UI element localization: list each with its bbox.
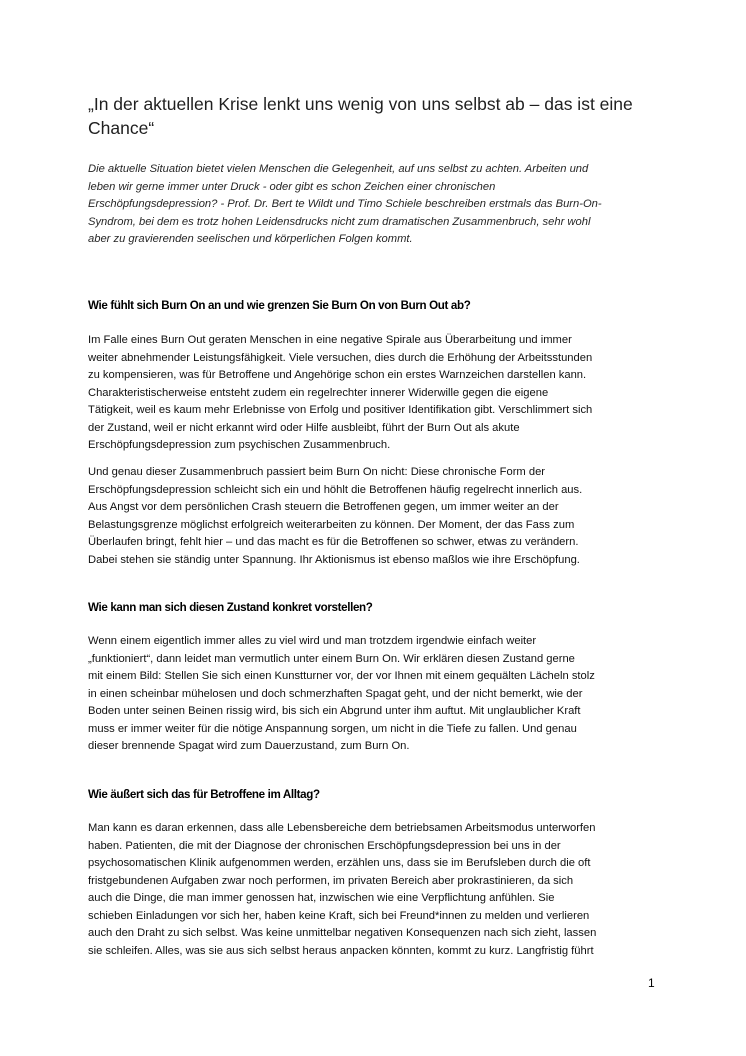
paragraph-line: in einen scheinbar mühelosen und doch schmerzhaften Spagat geht, und der nicht bemerkt, wie der <box>88 687 583 700</box>
body-paragraph <box>88 633 660 756</box>
paragraph-line: Tätigkeit, weil es kaum mehr Erlebnisse von Erfolg und positiver Identifikation gibt. Verschlimmert sich <box>88 404 593 416</box>
paragraph-line: weiter abnehmender Leistungsfähigkeit. Viele versuchen, dies durch die Erhöhung der Arbeitsstunden <box>88 351 593 364</box>
paragraph-line: Boden unter seinen Beinen rissig wird, bis sich ein Abgrund unter ihm auftut. Mit unglaublicher Kraft <box>88 705 581 717</box>
paragraph-line: Aus Angst vor dem persönlichen Crash steuern die Betroffenen gegen, um immer weiter an der <box>88 501 559 513</box>
paragraph-line: Charakteristischerweise entsteht zudem ein regelrechter innerer Widerwille gegen die eigene <box>88 386 549 399</box>
lead-line: leben wir gerne immer unter Druck - oder gibt es schon Zeichen einer chronischen <box>88 180 496 193</box>
lead-line: Erschöpfungsdepression? - Prof. Dr. Bert te Wildt und Timo Schiele beschreiben erstmals das Burn-On- <box>88 198 602 210</box>
paragraph-line: schieben Einladungen vor sich her, haben keine Kraft, sich bei Freund*innen zu melden und verlieren <box>88 909 590 922</box>
body-paragraph <box>88 464 660 569</box>
paragraph-line: dieser brennende Spagat wird zum Dauerzustand, zum Burn On. <box>88 740 410 752</box>
lead-line: Syndrom, bei dem es trotz hohen Leidensdrucks nicht zum dramatischen Zusammenbruch, sehr wohl <box>88 215 591 228</box>
paragraph-line: Überlaufen bringt, fehlt hier – und das macht es für die Betroffenen so schwer, etwas zu verändern. <box>88 536 579 548</box>
paragraph-line: Im Falle eines Burn Out geraten Menschen in eine negative Spirale aus Überarbeitung und immer <box>88 334 572 346</box>
paragraph-line: fristgebundenen Aufgaben zwar noch performen, im privaten Bereich aber prokrastinieren, da sich <box>88 874 574 887</box>
paragraph-line: haben. Patienten, die mit der Diagnose der chronischen Erschöpfungsdepression bei uns in der <box>88 839 561 852</box>
paragraph-line: der Zustand, weil er nicht erkannt wird oder Hilfe ausbleibt, führt der Burn Out als akute <box>88 421 520 434</box>
paragraph-line: Wenn einem eigentlich immer alles zu viel wird und man trotzdem irgendwie einfach weiter <box>88 635 537 647</box>
section-heading: Wie kann man sich diesen Zustand konkret vorstellen? <box>88 601 373 614</box>
title-line: Chance“ <box>88 118 155 138</box>
paragraph-line: sie schleifen. Alles, was sie aus sich selbst heraus anpacken könnten, kommt zu kurz. Langfristig führt <box>88 944 594 957</box>
title-line: „In der aktuellen Krise lenkt uns wenig von uns selbst ab – das ist eine <box>88 94 633 114</box>
section-heading: Wie fühlt sich Burn On an und wie grenzen Sie Burn On von Burn Out ab? <box>88 299 471 312</box>
paragraph-line: „funktioniert“, dann leidet man vermutlich unter einem Burn On. Wir erklären diesen Zustand gerne <box>88 652 575 665</box>
paragraph-line: auch die Dinge, die man immer genossen hat, inzwischen wie eine Verpflichtung anfühlen. Sie <box>88 892 555 904</box>
page-number: 1 <box>648 976 655 990</box>
body-paragraph <box>88 332 660 455</box>
section-heading: Wie äußert sich das für Betroffene im Alltag? <box>88 788 320 801</box>
paragraph-line: Dabei stehen sie ständig unter Spannung. Ihr Aktionismus ist ebenso maßlos wie ihre Erschöpfung. <box>88 553 580 566</box>
paragraph-line: Und genau dieser Zusammenbruch passiert beim Burn On nicht: Diese chronische Form der <box>88 466 546 478</box>
paragraph-line: mit einem Bild: Stellen Sie sich einen Kunstturner vor, der vor Ihnen mit einem gequälten Lächeln stolz <box>88 670 595 682</box>
paragraph-line: Man kann es daran erkennen, dass alle Lebensbereiche dem betriebsamen Arbeitsmodus unterworfen <box>88 822 596 834</box>
paragraph-line: psychosomatischen Klinik aufgenommen werden, erzählen uns, dass sie im Berufsleben durch die oft <box>88 857 591 869</box>
paragraph-line: zu kompensieren, was für Betroffene und Angehörige schon ein erstes Warnzeichen darstellen kann. <box>88 369 587 381</box>
paragraph-line: Belastungsgrenze möglichst erfolgreich weiterarbeiten zu können. Der Moment, der das Fass zum <box>88 518 575 531</box>
paragraph-line: auch den Draht zu sich selbst. Was keine unmittelbar negativen Konsequenzen nach sich zieht, lassen <box>88 927 597 939</box>
lead-line: Die aktuelle Situation bietet vielen Menschen die Gelegenheit, auf uns selbst zu achten. Arbeiten und <box>88 163 589 175</box>
lead-paragraph <box>88 161 660 249</box>
paragraph-line: Erschöpfungsdepression schleicht sich ein und höhlt die Betroffenen häufig regelrecht innerlich aus. <box>88 483 583 496</box>
page-title <box>88 92 668 140</box>
paragraph-line: Erschöpfungsdepression zum psychischen Zusammenbruch. <box>88 439 391 451</box>
lead-line: aber zu gravierenden seelischen und körperlichen Folgen kommt. <box>88 233 413 245</box>
paragraph-line: muss er immer weiter für die nötige Anspannung sorgen, um nicht in die Tiefe zu fallen. Und genau <box>88 722 577 735</box>
body-paragraph <box>88 820 660 960</box>
